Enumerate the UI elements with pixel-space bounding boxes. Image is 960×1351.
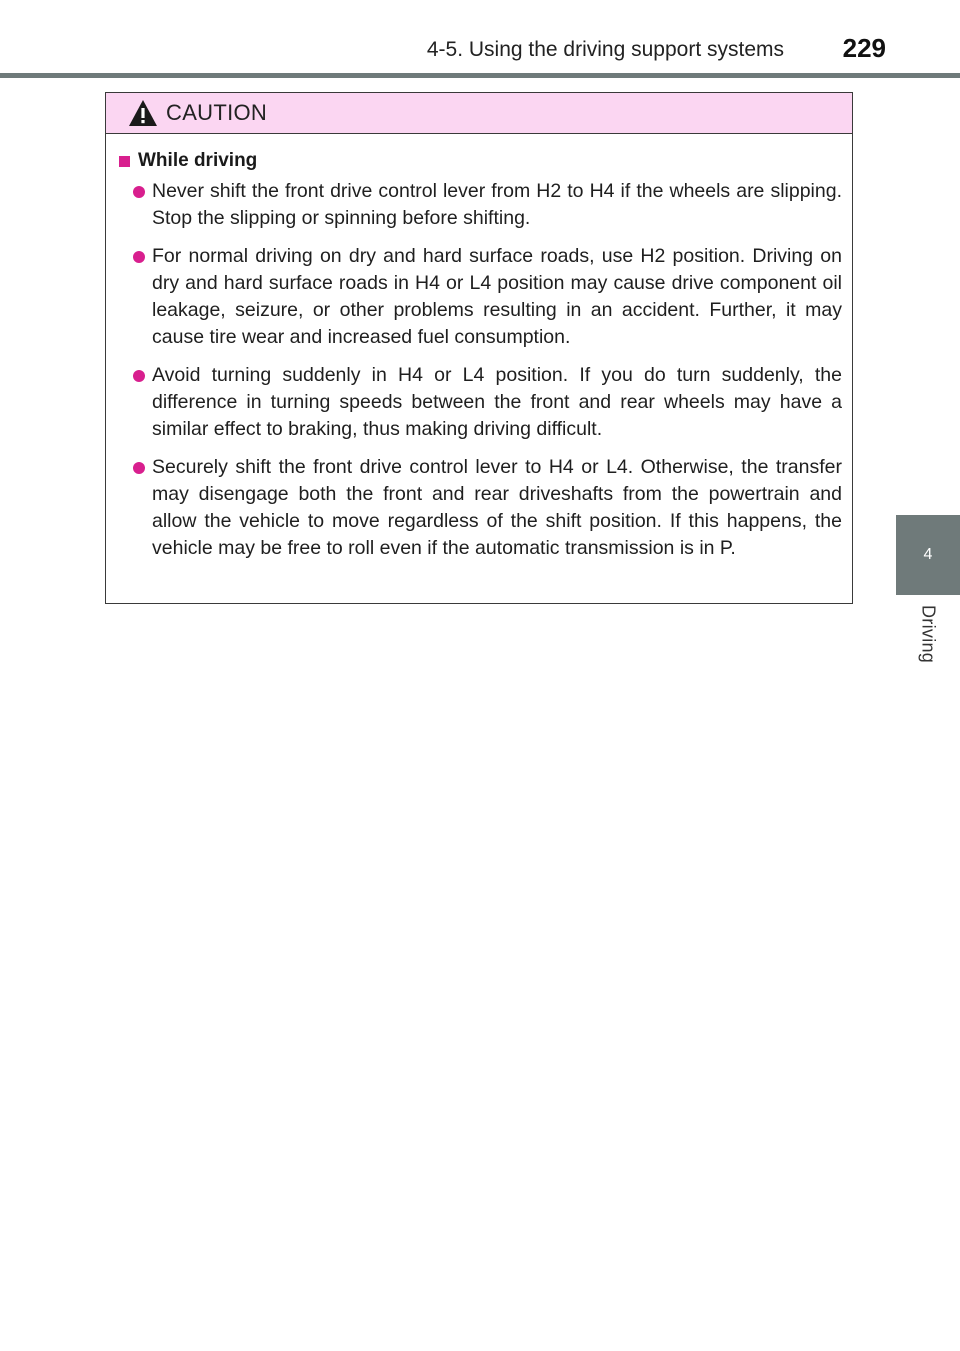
caution-title: CAUTION bbox=[166, 100, 268, 125]
square-bullet-icon bbox=[119, 156, 130, 167]
subheading bbox=[119, 150, 842, 172]
chapter-tab[interactable] bbox=[896, 515, 960, 595]
subheading-text: While driving bbox=[138, 150, 258, 171]
caution-header bbox=[106, 93, 852, 134]
list-item bbox=[133, 362, 842, 443]
list-item-text: Avoid turning suddenly in H4 or L4 position. If you do turn suddenly, the difference in turning speeds between the front and rear wheels may have a similar effect to braking, thus making driving difficult. bbox=[152, 364, 842, 440]
page-number: 229 bbox=[842, 33, 886, 63]
bullet-dot-icon bbox=[133, 462, 145, 474]
caution-box bbox=[105, 92, 853, 604]
list-item bbox=[133, 178, 842, 232]
page-header bbox=[0, 0, 960, 80]
list-item bbox=[133, 243, 842, 351]
caution-body bbox=[106, 134, 852, 562]
chapter-number: 4 bbox=[923, 546, 933, 563]
list-item-text: Never shift the front drive control lever from H2 to H4 if the wheels are slipping. Stop the slipping or spinning before shifting. bbox=[152, 180, 842, 229]
header-divider bbox=[0, 73, 960, 78]
list-item bbox=[133, 454, 842, 562]
section-title: 4-5. Using the driving support systems bbox=[426, 38, 784, 61]
bullet-dot-icon bbox=[133, 186, 145, 198]
list-item-text: For normal driving on dry and hard surface roads, use H2 position. Driving on dry and hard surface roads in H4 or L4 position may cause drive component oil leakage, seizure, or other problems resulting in an accident. Further, it may cause tire wear and increased fuel consumption. bbox=[152, 245, 842, 348]
list-item-text: Securely shift the front drive control lever to H4 or L4. Otherwise, the transfer may disengage both the front and rear driveshafts from the powertrain and allow the vehicle to move regardless of the shift position. If this happens, the vehicle may be free to roll even if the automatic transmission is in P. bbox=[152, 456, 842, 559]
warning-triangle-icon bbox=[128, 99, 158, 127]
chapter-label: Driving bbox=[918, 605, 939, 664]
chapter-label-container bbox=[896, 605, 960, 675]
bullet-dot-icon bbox=[133, 370, 145, 382]
bullet-dot-icon bbox=[133, 251, 145, 263]
